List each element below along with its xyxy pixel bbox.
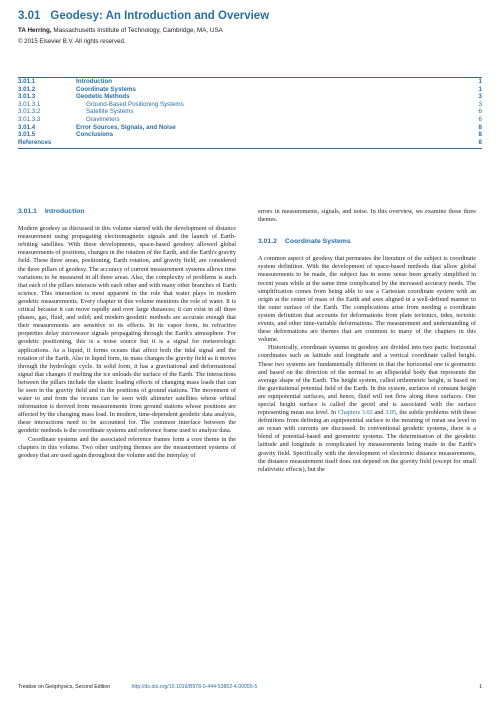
toc-entry-label: Gravimeters — [86, 115, 120, 123]
toc-entry[interactable] — [18, 108, 482, 116]
author-name: TA Herring, — [18, 27, 52, 34]
paragraph: Coordinate systems and the associated reference frames form a core theme in the chapters in this volume. Two other unifying themes are the measurement systems of geodesy that are used again throughout the volume and the interplay of — [18, 435, 236, 459]
toc-entry-number: References — [18, 138, 52, 146]
toc-entry-label: Satellite Systems — [86, 108, 134, 116]
section-title: Introduction — [44, 208, 85, 215]
author-line — [18, 27, 482, 34]
toc-entry-page: 1 — [478, 78, 482, 85]
page-footer — [18, 684, 482, 690]
toc-entry-page: 6 — [478, 115, 482, 123]
right-column — [258, 208, 476, 474]
toc-divider — [18, 148, 482, 149]
footer-source: Treatise on Geophysics, Second Edition — [18, 684, 111, 690]
toc-entry-page: 1 — [478, 85, 482, 93]
toc-entry[interactable] — [18, 139, 482, 147]
toc-entry-label: Conclusions — [76, 131, 114, 139]
toc-entry-number: 3.01.3.3 — [18, 115, 41, 123]
table-of-contents — [18, 77, 482, 149]
paragraph-text: Historically, coordinate systems in geodesy are divided into two parts: horizontal coordinates such as latitude and longitude and a vertical coordinate called height. These two systems are fundamentally different in that the horizontal one is geometric and based on the direction of the normal to an ellipsoidal body that represents the average shape of the Earth. The height system, called orthometric height, is based on the gravitational potential field of the Earth. In this system, surfaces of constant height are equipotential surfaces, and hence, fluid will not flow along these surfaces. One special height surface is called the geoid and is associated with the surface representing mean sea level. In — [258, 344, 476, 417]
toc-entry[interactable] — [18, 86, 482, 94]
toc-entry-label: Introduction — [76, 78, 113, 85]
section-heading-coordinate-systems — [258, 238, 476, 246]
chapter-link[interactable]: Chapters 3.02 — [337, 409, 373, 417]
left-column — [18, 208, 236, 460]
section-number: 3.01.2 — [258, 238, 277, 246]
toc-entry-number: 3.01.5 — [18, 131, 36, 139]
toc-entry-label: Coordinate Systems — [76, 85, 136, 93]
toc-entry-label: Geodetic Methods — [76, 93, 130, 101]
doi-link[interactable]: http://dx.doi.org/10.1016/B978-0-444-53802-4.00055-5 — [131, 684, 258, 690]
toc-entry-number: 3.01.3.1 — [18, 100, 41, 108]
toc-entry-number: 3.01.3 — [18, 93, 36, 101]
toc-entry[interactable] — [18, 78, 482, 86]
toc-entry-page: 8 — [478, 138, 482, 146]
toc-entry-page: 8 — [478, 123, 482, 131]
toc-entry-label: Ground-Based Positioning Systems — [86, 100, 184, 108]
paragraph-text: , the subtle problems with these definitions from defining an equipotential surface to the meaning of mean sea level in an ocean with currents are discussed. In conventional geodetic systems, there is a blend of potential-based and geometric systems. The determination of the geodetic latitude and longitude is complicated by measurements being made in the Earth's gravity field. Specifically with the development of electronic distance measurements, the distance measurement itself does not depend on the gravity field (except for small relativistic effects), but the — [258, 409, 477, 473]
chapter-title-text: Geodesy: An Introduction and Overview — [50, 10, 270, 22]
chapter-header — [18, 10, 482, 45]
toc-entry[interactable] — [18, 93, 482, 101]
paragraph: Modern geodesy as discussed in this volume started with the development of distance measurement using propagating electromagnetic signals and the launch of Earth-orbiting satellites. With these developments, space-based geodesy allowed global measurements of positions, changes in the rotation of the Earth, and the Earth's gravity field. These three areas, positioning, Earth rotation, and gravity field, are considered the three pillars of geodesy. The accuracy of current measurement systems allows time variations to be measured in all three areas. Also, the complexity of problems is such that each of the pillars interacts with each other and with many other branches of Earth science. This interaction is most apparent in the role that water plays in modern geodetic measurements. Every chapter in this volume mentions the role of water. It is critical because it can move rapidly and over large distances; it can exist in all three phases, gas, fluid, and solid; and modern geodetic methods are accurate enough that their measurements are sensitive to its effects. In its vapor form, its refractive properties delay microwave signals propagating through the Earth's atmosphere. For geodetic positioning, this is a noise source but it is a signal for meteorologic applications. As a liquid, it forms oceans that affect both the tidal signal and the rotation of the Earth. Also in liquid form, its mass changes the gravity field as it moves through the hydrologic cycle. In solid form, it has a gravitational and deformational signal that changes if melting the ice unloads the surface of the Earth. The interactions between the pillars include the elastic loading effects of changing mass loads that can be seen in the gravity field and in the positions of ground stations. The movement of water to and from the oceans can be seen with altimeter satellites whose orbital information is derived from measurements from ground stations whose positions are affected by the changing mass load. In modern, time-dependent geodetic data analysis, these interactions need to be accounted for. The common interface between the geodetic methods is the coordinate systems and reference frame used to analyze data. — [18, 225, 236, 435]
toc-entry-page: 3 — [478, 100, 482, 108]
paragraph-text: and — [372, 409, 386, 417]
toc-entry[interactable] — [18, 101, 482, 109]
toc-entry[interactable] — [18, 116, 482, 124]
toc-entry-number: 3.01.2 — [18, 85, 36, 93]
paragraph-continued: errors in measurements, signals, and noise. In this overview, we examine these three themes. — [258, 208, 476, 224]
chapter-title — [18, 10, 482, 22]
page-number: 1 — [479, 684, 482, 690]
paragraph: A common aspect of geodesy that permeates the literature of the subject is coordinate system definition. With the development of space-based methods that allow global measurements to be made, the subject has in some sense been greatly simplified in recent years while at the same time complicated by the increased accuracy needs. The simplification comes from being able to use a Cartesian coordinate system with an origin at the center of mass of the Earth and axes aligned in a well-defined manner to the outer surface of the Earth. The complications arise from needing a coordinate system definition that accounts for deformations from plate tectonics, tides, tectonic events, and other time-variable deformations. The measurement and understanding of these deformations are themes that are common to many of the chapters in this volume. — [258, 255, 476, 344]
toc-entry-page: 3 — [478, 93, 482, 101]
toc-entry[interactable] — [18, 124, 482, 132]
paragraph — [258, 344, 476, 474]
toc-entry-label — [76, 139, 470, 147]
section-number: 3.01.1 — [18, 208, 37, 215]
section-title: Coordinate Systems — [284, 238, 351, 246]
copyright-notice: © 2015 Elsevier B.V. All rights reserved. — [18, 38, 126, 45]
author-affiliation: Massachusetts Institute of Technology, Cambridge, MA, USA — [51, 27, 223, 34]
toc-entry-label: Error Sources, Signals, and Noise — [76, 123, 176, 131]
toc-entry-page: 8 — [478, 131, 482, 139]
chapter-number: 3.01 — [18, 10, 41, 22]
toc-entry-number: 3.01.3.2 — [18, 108, 41, 116]
section-heading-introduction — [18, 208, 236, 216]
toc-entry[interactable] — [18, 131, 482, 139]
toc-entry-page: 6 — [478, 108, 482, 116]
toc-entry-number: 3.01.4 — [18, 123, 36, 131]
chapter-link[interactable]: 3.05 — [385, 409, 397, 417]
toc-entry-number: 3.01.1 — [18, 78, 36, 85]
